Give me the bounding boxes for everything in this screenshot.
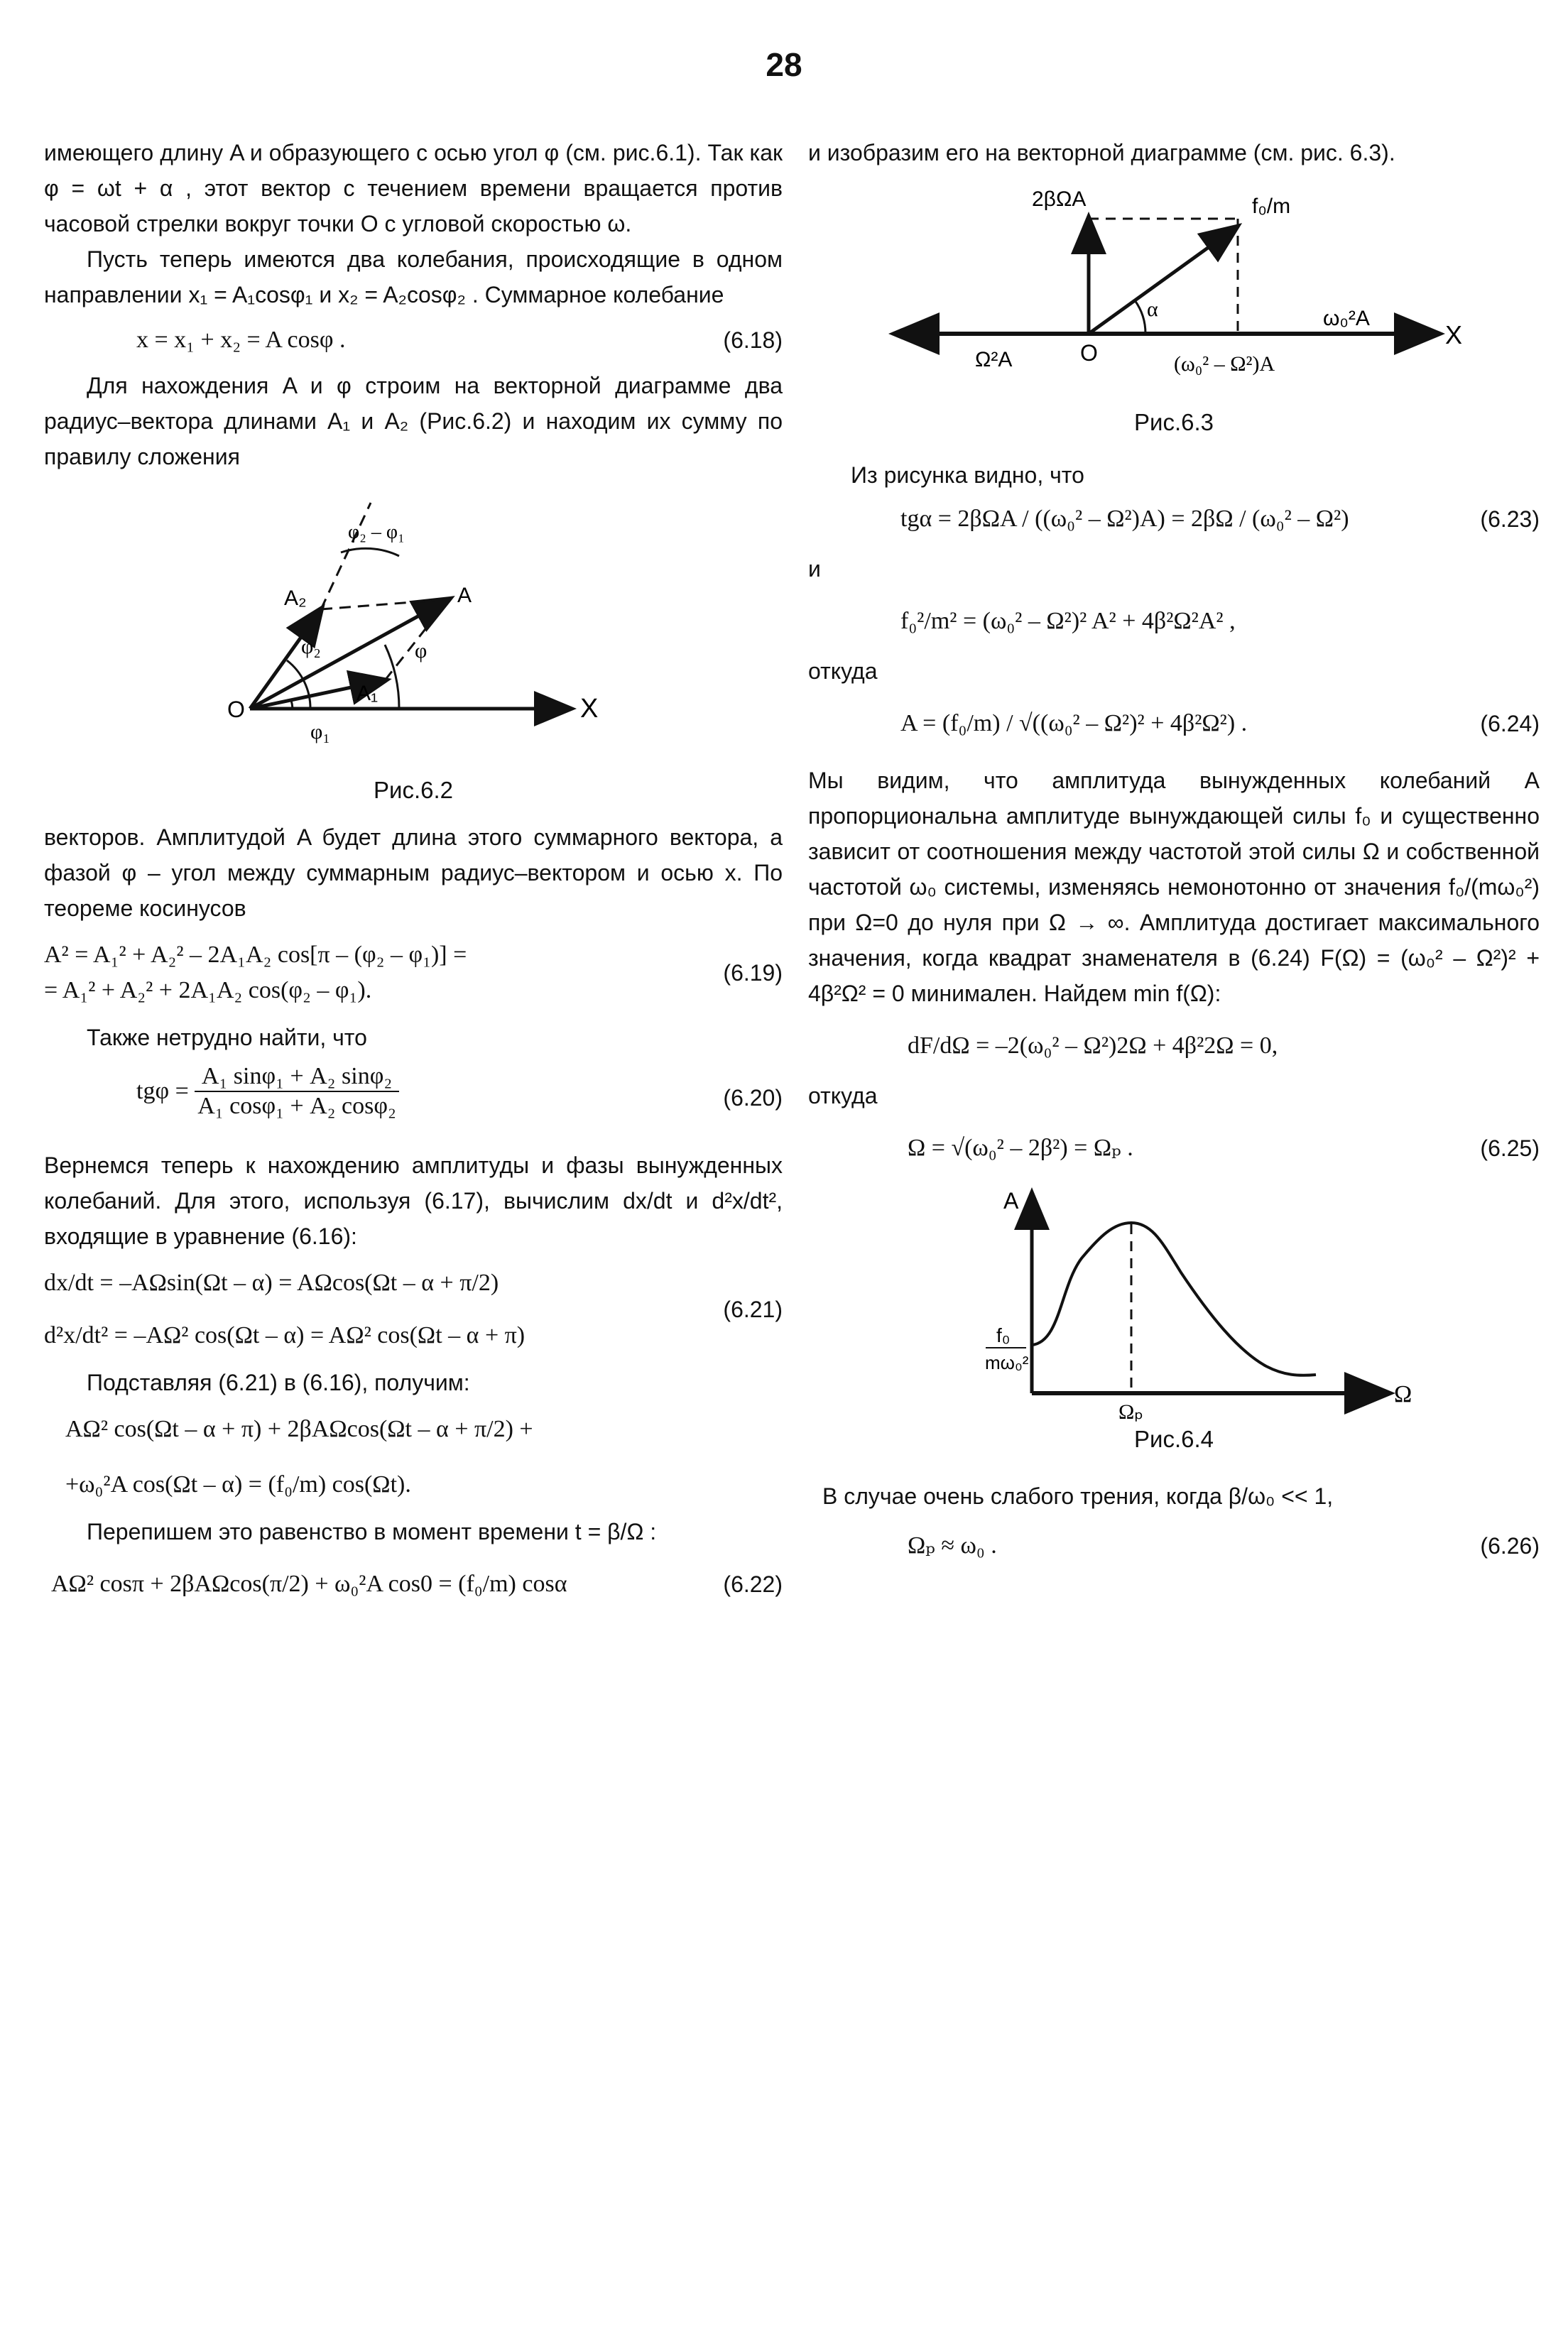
- paragraph-from-figure: Из рисунка видно, что: [851, 462, 1084, 488]
- label-omega2a: Ω²A: [975, 348, 1013, 371]
- equation-squared: [900, 604, 1540, 639]
- equation-6-19-number: (6.19): [723, 960, 783, 986]
- equation-6-20: [136, 1062, 783, 1133]
- equation-6-18: [136, 322, 783, 358]
- label-x: X: [580, 694, 599, 724]
- label-f0: f₀: [996, 1324, 1011, 1346]
- label-a2: A₂: [284, 587, 307, 610]
- text-whence-2: откуда: [808, 1083, 878, 1108]
- paragraph-return-forced: Вернемся теперь к нахождению амплитуды и фазы вынужденных колебаний. Для этого, используя (6.17), вычислим dx/dt и d²x/dt², входящие в уравнение (6.16):: [44, 1152, 783, 1249]
- text-whence-1: откуда: [808, 658, 878, 684]
- equation-6-24-number: (6.24): [1480, 711, 1540, 736]
- equation-6-21-line2: d²x/dt² = –AΩ² cos(Ωt – α) = AΩ² cos(Ωt – α + π): [44, 1322, 526, 1348]
- label-f0m: f₀/m: [1252, 195, 1291, 218]
- label-a: A: [1003, 1188, 1019, 1214]
- equation-6-19: [44, 937, 783, 1008]
- caption-fig-6-3: Рис.6.3: [1134, 409, 1214, 435]
- label-bottom: (ω₀² – Ω²)A: [1174, 352, 1275, 376]
- vector-f0m: [1089, 227, 1236, 334]
- equation-6-20-denominator: A₁ cosφ₁ + A₂ cosφ₂: [197, 1093, 396, 1119]
- equation-6-25: [908, 1130, 1540, 1166]
- equation-6-20-numerator: A₁ sinφ₁ + A₂ sinφ₂: [195, 1062, 399, 1092]
- equation-squared-body: f₀²/m² = (ω₀² – Ω²)² A² + 4β²Ω²A² ,: [900, 608, 1236, 634]
- equation-6-23: [900, 501, 1540, 537]
- label-x: X: [1445, 320, 1463, 349]
- label-dphi: φ₂ – φ₁: [348, 521, 405, 543]
- equation-6-20-lhs: tgφ =: [136, 1078, 189, 1104]
- equation-substituted: [65, 1412, 783, 1503]
- label-omega-p: Ωₚ: [1118, 1400, 1144, 1422]
- equation-6-25-body: Ω = √(ω₀² – 2β²) = Ωₚ .: [908, 1135, 1133, 1161]
- equation-6-22-number: (6.22): [723, 1571, 783, 1597]
- paragraph-also-find: Также нетрудно найти, что: [87, 1025, 367, 1050]
- equation-6-23-number: (6.23): [1480, 506, 1540, 532]
- equation-6-26-number: (6.26): [1480, 1533, 1540, 1559]
- equation-6-22: [51, 1566, 783, 1602]
- label-mw: mω₀²: [985, 1352, 1029, 1373]
- equation-derivative-body: dF/dΩ = –2(ω₀² – Ω²)2Ω + 4β²2Ω = 0,: [908, 1032, 1278, 1059]
- paragraph-amplitude-discussion: Мы видим, что амплитуда вынужденных колебаний A пропорциональна амплитуде вынуждающей силы f₀ и существенно зависит от соотношения между частотой этой силы Ω и собственной частотой ω₀ системы, изменяясь немонотонно от значения f₀/(mω₀²) при Ω=0 до нуля при Ω → ∞. Амплитуда достигает максимального значения, когда квадрат знаменателя в (6.24) F(Ω) = (ω₀² – Ω²)² + 4β²Ω² = 0 минимален. Найдем min f(Ω):: [808, 768, 1540, 1006]
- caption-fig-6-2: Рис.6.2: [374, 777, 453, 803]
- figure-6-3-vector-diagram: [869, 170, 1479, 405]
- equation-substituted-line1: AΩ² cos(Ωt – α + π) + 2βAΩcos(Ωt – α + π/2) +: [65, 1416, 533, 1442]
- text-and: и: [808, 556, 821, 582]
- equation-6-18-body: x = x₁ + x₂ = A cosφ .: [136, 327, 346, 353]
- resonance-curve: [1032, 1223, 1316, 1375]
- figure-6-2-vector-sum: [165, 474, 662, 773]
- paragraph-vector-rotation: имеющего длину A и образующего с осью угол φ (см. рис.6.1). Так как φ = ωt + α , этот вектор с течением времени вращается против часовой стрелки вокруг точки O с угловой скоростью ω.: [44, 140, 783, 236]
- dashed-parallel-top: [321, 599, 449, 609]
- caption-fig-6-4: Рис.6.4: [1134, 1426, 1214, 1452]
- equation-6-19-line2: = A₁² + A₂² + 2A₁A₂ cos(φ₂ – φ₁).: [44, 977, 372, 1003]
- equation-derivative: [908, 1028, 1540, 1064]
- paragraph-weak-friction: В случае очень слабого трения, когда β/ω₀ << 1,: [822, 1483, 1334, 1509]
- equation-6-26: [908, 1528, 1540, 1564]
- label-omega: Ω: [1394, 1381, 1412, 1407]
- equation-6-20-number: (6.20): [723, 1085, 783, 1111]
- equation-6-18-number: (6.18): [723, 327, 783, 353]
- paragraph-amplitude-phase: векторов. Амплитудой A будет длина этого суммарного вектора, а фазой φ – угол между суммарным радиус–вектором и осью x. По теореме косинусов: [44, 824, 783, 921]
- equation-6-23-body: tgα = 2βΩA / ((ω₀² – Ω²)A) = 2βΩ / (ω₀² – Ω²): [900, 506, 1349, 532]
- arc-alpha: [1135, 300, 1145, 334]
- equation-6-22-body: AΩ² cosπ + 2βAΩcos(π/2) + ω₀²A cos0 = (f₀/m) cosα: [51, 1571, 567, 1597]
- vector-a2: [250, 609, 321, 709]
- left-column: [44, 135, 783, 1602]
- equation-6-21: [44, 1265, 783, 1353]
- label-o: O: [227, 697, 245, 722]
- paragraph-depict-diagram: и изобразим его на векторной диаграмме (см. рис. 6.3).: [808, 140, 1395, 165]
- label-phi1: φ₁: [310, 720, 330, 743]
- paragraph-two-oscillations: Пусть теперь имеются два колебания, происходящие в одном направлении x₁ = A₁cosφ₁ и x₂ = A₂cosφ₂ . Суммарное колебание: [44, 246, 783, 307]
- label-o: O: [1080, 340, 1098, 366]
- equation-6-26-body: Ωₚ ≈ ω₀ .: [908, 1532, 997, 1559]
- label-phi2: φ₂: [301, 635, 321, 658]
- paragraph-vector-diagram: Для нахождения A и φ строим на векторной диаграмме два радиус–вектора длинами A₁ и A₂ (Рис.6.2) и находим их сумму по правилу сложения: [44, 373, 783, 469]
- page-number: 28: [766, 46, 802, 83]
- paragraph-rewrite-time: Перепишем это равенство в момент времени t = β/Ω :: [87, 1519, 657, 1544]
- equation-6-20-fraction: [195, 1062, 399, 1121]
- label-a1: A₁: [356, 682, 379, 705]
- figure-6-4-resonance-curve: [918, 1180, 1430, 1422]
- equation-6-21-number: (6.21): [723, 1297, 783, 1322]
- label-a: A: [457, 584, 472, 607]
- equation-substituted-line2: +ω₀²A cos(Ωt – α) = (f₀/m) cos(Ωt).: [65, 1471, 411, 1498]
- label-phi: φ: [415, 639, 428, 663]
- label-2beta-omega-a: 2βΩA: [1032, 187, 1087, 211]
- label-w0a: ω₀²A: [1323, 307, 1370, 330]
- paragraph-substituting: Подставляя (6.21) в (6.16), получим:: [87, 1370, 470, 1395]
- equation-6-21-line1: dx/dt = –AΩsin(Ωt – α) = AΩcos(Ωt – α + π/2): [44, 1270, 499, 1296]
- label-alpha: α: [1147, 298, 1158, 321]
- right-column: [808, 135, 1540, 1564]
- equation-6-24: [900, 706, 1540, 741]
- arc-dphi: [341, 548, 399, 556]
- equation-6-25-number: (6.25): [1480, 1135, 1540, 1161]
- dashed-extension: [321, 503, 371, 609]
- equation-6-24-body: A = (f₀/m) / √((ω₀² – Ω²)² + 4β²Ω²) .: [900, 710, 1248, 736]
- equation-6-19-line1: A² = A₁² + A₂² – 2A₁A₂ cos[π – (φ₂ – φ₁)] =: [44, 942, 467, 968]
